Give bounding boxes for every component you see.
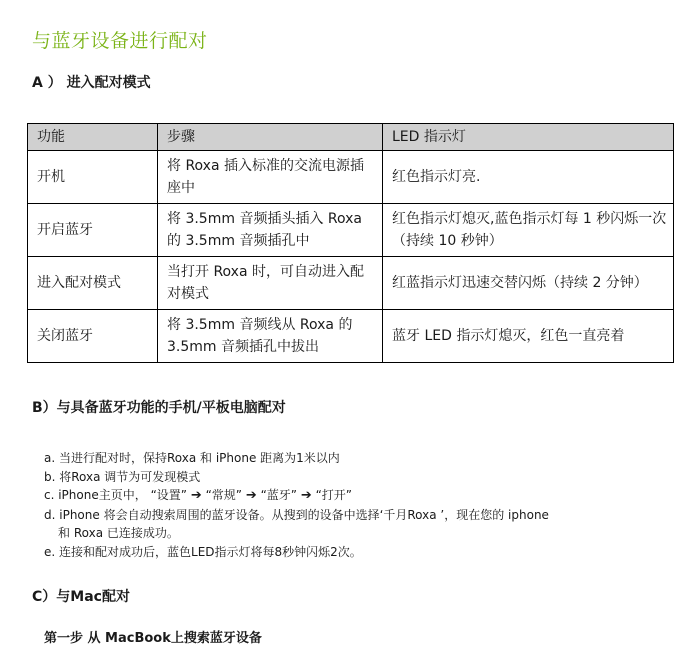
list-item (44, 486, 549, 506)
arrow-right-icon: ➔ (245, 488, 257, 503)
arrow-right-icon: ➔ (300, 488, 312, 503)
list-item: a. 当进行配对时，保持Roxa 和 iPhone 距离为1米以内 (44, 451, 340, 465)
menu-path-bluetooth: “蓝牙” (260, 488, 297, 502)
cell-function: 开启蓝牙 (28, 204, 158, 257)
table-row (28, 204, 674, 257)
cell-step: 将 3.5mm 音频线从 Roxa 的 3.5mm 音频插孔中拔出 (158, 310, 383, 363)
table-row (28, 310, 674, 363)
instruction-list (44, 449, 549, 561)
header-function: 功能 (28, 124, 158, 151)
arrow-right-icon: ➔ (190, 488, 202, 503)
menu-path-settings: “设置” (150, 488, 187, 502)
header-led: LED 指示灯 (383, 124, 674, 151)
menu-path-general: “常规” (205, 488, 242, 502)
page-title: 与蓝牙设备进行配对 (32, 30, 208, 52)
list-item-prefix: c. iPhone主页中， (44, 488, 147, 502)
list-item-continuation: 和 Roxa 已连接成功。 (58, 526, 179, 540)
step-one-heading: 第一步 从 MacBook上搜索蓝牙设备 (44, 631, 262, 646)
cell-function: 进入配对模式 (28, 257, 158, 310)
section-a-heading: A ） 进入配对模式 (32, 75, 151, 91)
cell-led: 红色指示灯亮. (383, 151, 674, 204)
cell-function: 关闭蓝牙 (28, 310, 158, 363)
pairing-table (27, 123, 674, 363)
cell-led: 蓝牙 LED 指示灯熄灭，红色一直亮着 (383, 310, 674, 363)
table-row (28, 257, 674, 310)
cell-step: 将 Roxa 插入标准的交流电源插座中 (158, 151, 383, 204)
cell-led: 红色指示灯熄灭,蓝色指示灯每 1 秒闪烁一次（持续 10 秒钟） (383, 204, 674, 257)
cell-led: 红蓝指示灯迅速交替闪烁（持续 2 分钟） (383, 257, 674, 310)
menu-path-on: “打开” (315, 488, 352, 502)
header-step: 步骤 (158, 124, 383, 151)
cell-step: 当打开 Roxa 时，可自动进入配对模式 (158, 257, 383, 310)
cell-step: 将 3.5mm 音频插头插入 Roxa 的 3.5mm 音频插孔中 (158, 204, 383, 257)
list-item: d. iPhone 将会自动搜索周围的蓝牙设备。从搜到的设备中选择‘千月Roxa ’，现在您的 iphone (44, 507, 549, 522)
table-row (28, 151, 674, 204)
section-b-heading: B）与具备蓝牙功能的手机/平板电脑配对 (32, 400, 286, 416)
list-item: e. 连接和配对成功后，蓝色LED指示灯将每8秒钟闪烁2次。 (44, 544, 362, 559)
section-c-heading: C）与Mac配对 (32, 589, 130, 605)
cell-function: 开机 (28, 151, 158, 204)
list-item: b. 将Roxa 调节为可发现模式 (44, 469, 201, 484)
table-header-row (28, 124, 674, 151)
